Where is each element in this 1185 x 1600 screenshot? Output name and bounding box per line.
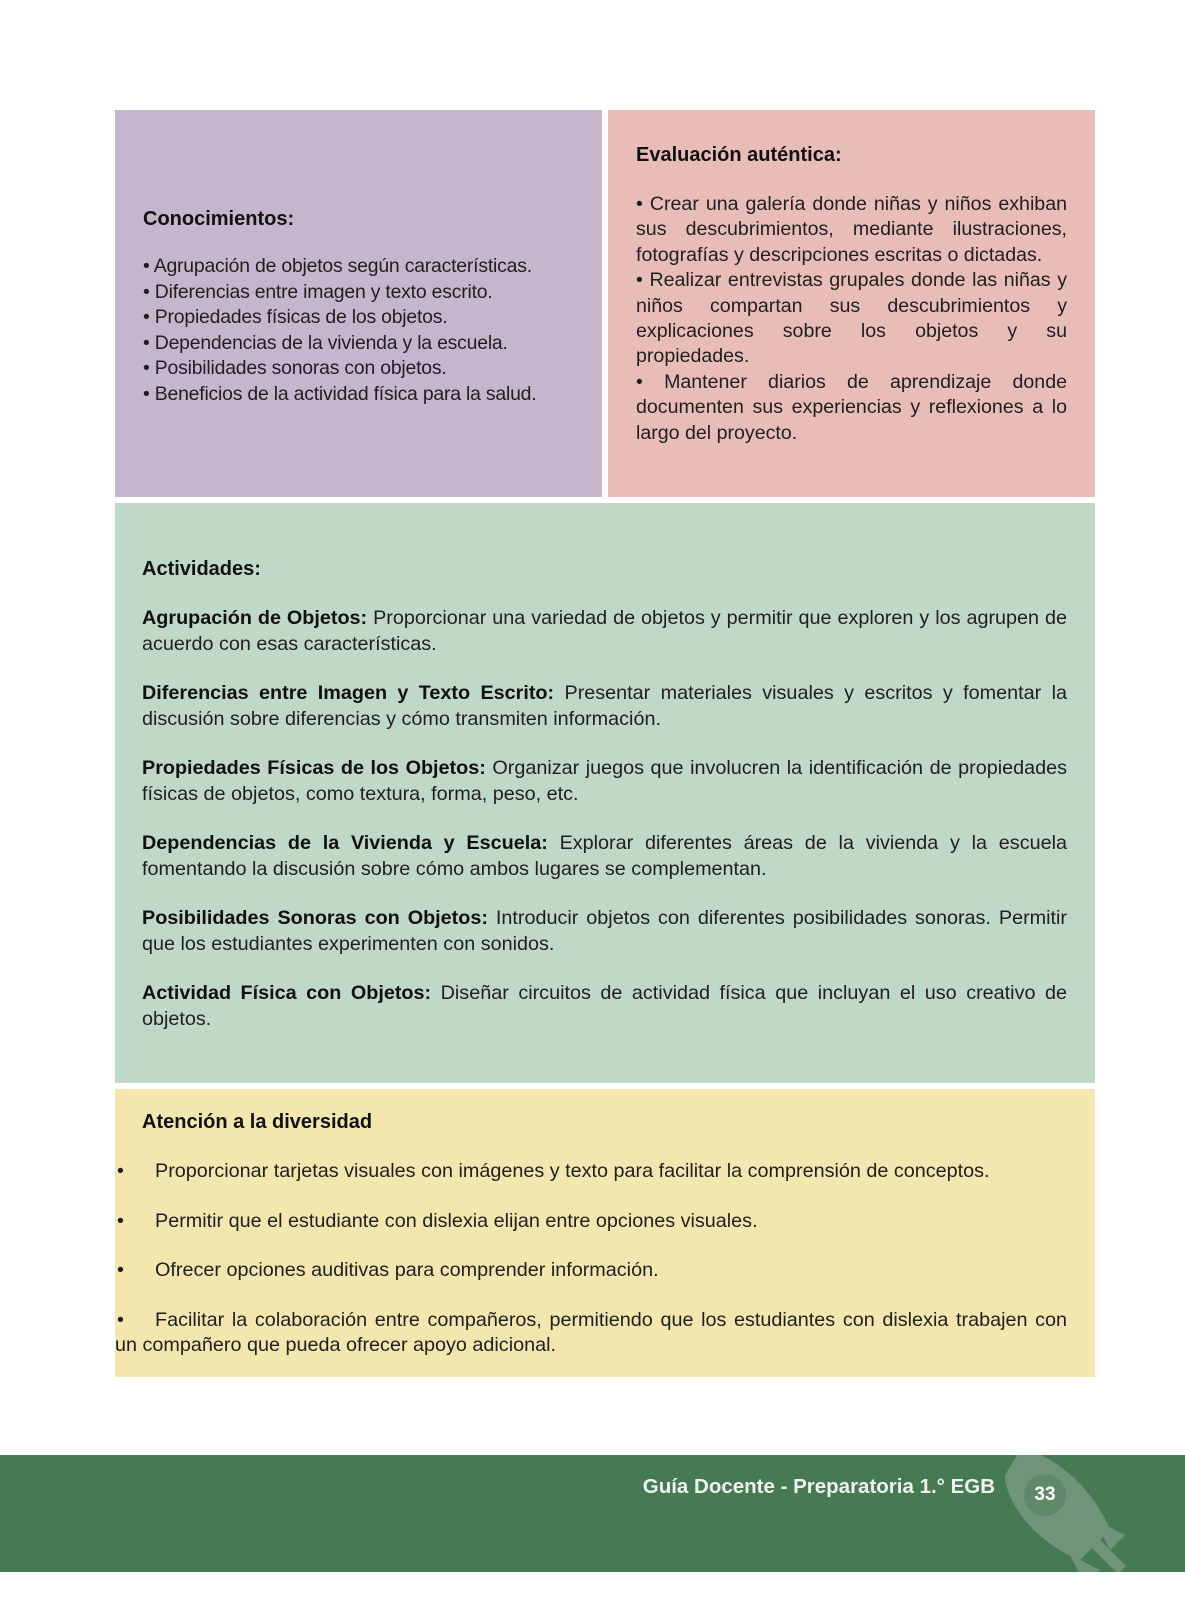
actividad-item [142,756,1067,807]
diversidad-panel [115,1089,1095,1377]
bullet-icon: • [117,1259,124,1281]
evaluacion-item: • Crear una galería donde niñas y niños exhiban sus descubrimientos, mediante ilustraciones, fotografías y descripciones escritas o dictadas. [636,193,1067,266]
diversidad-item [115,1209,1067,1235]
conocimientos-item: • Propiedades físicas de los objetos. [143,305,582,331]
actividad-text: Organizar juegos que involucren la identificación de propiedades físicas de objetos, como textura, forma, peso, etc. [142,757,1067,805]
conocimientos-item: • Dependencias de la vivienda y la escuela. [143,331,582,357]
bullet-icon: • [117,1308,124,1331]
actividad-label: Actividad Física con Objetos: [142,982,432,1004]
actividades-title: Actividades: [142,558,261,580]
diversidad-item [115,1258,1067,1284]
rocket-icon [1000,1455,1150,1572]
evaluacion-panel [608,110,1095,497]
footer-bar [0,1455,1185,1572]
actividad-item [142,606,1067,657]
bullet-icon: • [117,1160,124,1182]
diversidad-text: Ofrecer opciones auditivas para comprender información. [155,1259,659,1281]
page-number: 33 [1024,1474,1066,1516]
diversidad-text: Proporcionar tarjetas visuales con imágenes y texto para facilitar la comprensión de conceptos. [155,1160,990,1182]
actividad-label: Dependencias de la Vivienda y Escuela: [142,832,548,854]
diversidad-title: Atención a la diversidad [142,1111,373,1133]
evaluacion-item: • Realizar entrevistas grupales donde las niñas y niños compartan sus descubrimientos y explicaciones sobre los objetos y su propiedades. [636,269,1067,368]
diversidad-text: Facilitar la colaboración entre compañeros, permitiendo que los estudiantes con dislexia trabajen con un compañero que pueda ofrecer apoyo adicional. [115,1308,1067,1356]
conocimientos-item: • Agrupación de objetos según características. [143,254,582,280]
actividad-item [142,831,1067,882]
actividad-label: Agrupación de Objetos: [142,607,368,629]
conocimientos-item: • Posibilidades sonoras con objetos. [143,356,582,382]
diversidad-item [115,1159,1067,1185]
actividad-text: Introducir objetos con diferentes posibilidades sonoras. Permitir que los estudiantes experimenten con sonidos. [142,907,1068,955]
diversidad-item [115,1308,1067,1359]
actividad-label: Posibilidades Sonoras con Objetos: [142,907,488,929]
footer-title: Guía Docente - Preparatoria 1.° EGB [642,1475,995,1498]
diversidad-text: Permitir que el estudiante con dislexia elijan entre opciones visuales. [155,1209,758,1232]
conocimientos-item: • Diferencias entre imagen y texto escrito. [143,280,582,306]
actividad-label: Diferencias entre Imagen y Texto Escrito: [142,682,555,704]
bullet-icon: • [117,1209,124,1232]
conocimientos-panel [115,110,602,497]
conocimientos-title: Conocimientos: [143,208,295,230]
actividad-text: Explorar diferentes áreas de la vivienda y la escuela fomentando la discusión sobre cómo ambos lugares se complementan. [142,832,1067,880]
conocimientos-item: • Beneficios de la actividad física para la salud. [143,382,582,408]
evaluacion-title: Evaluación auténtica: [636,144,842,166]
actividad-item [142,681,1067,732]
actividad-text: Presentar materiales visuales y escritos y fomentar la discusión sobre diferencias y cómo transmiten información. [142,682,1068,730]
actividades-panel [115,503,1095,1083]
actividad-label: Propiedades Físicas de los Objetos: [142,757,486,779]
actividad-item [142,906,1067,957]
evaluacion-item: • Mantener diarios de aprendizaje donde documenten sus experiencias y reflexiones a lo largo del proyecto. [636,370,1067,444]
actividad-text: Diseñar circuitos de actividad física que incluyan el uso creativo de objetos. [142,982,1067,1030]
actividad-text: Proporcionar una variedad de objetos y permitir que exploren y los agrupen de acuerdo con esas características. [142,607,1067,655]
actividad-item [142,981,1067,1032]
conocimientos-list [143,254,582,407]
